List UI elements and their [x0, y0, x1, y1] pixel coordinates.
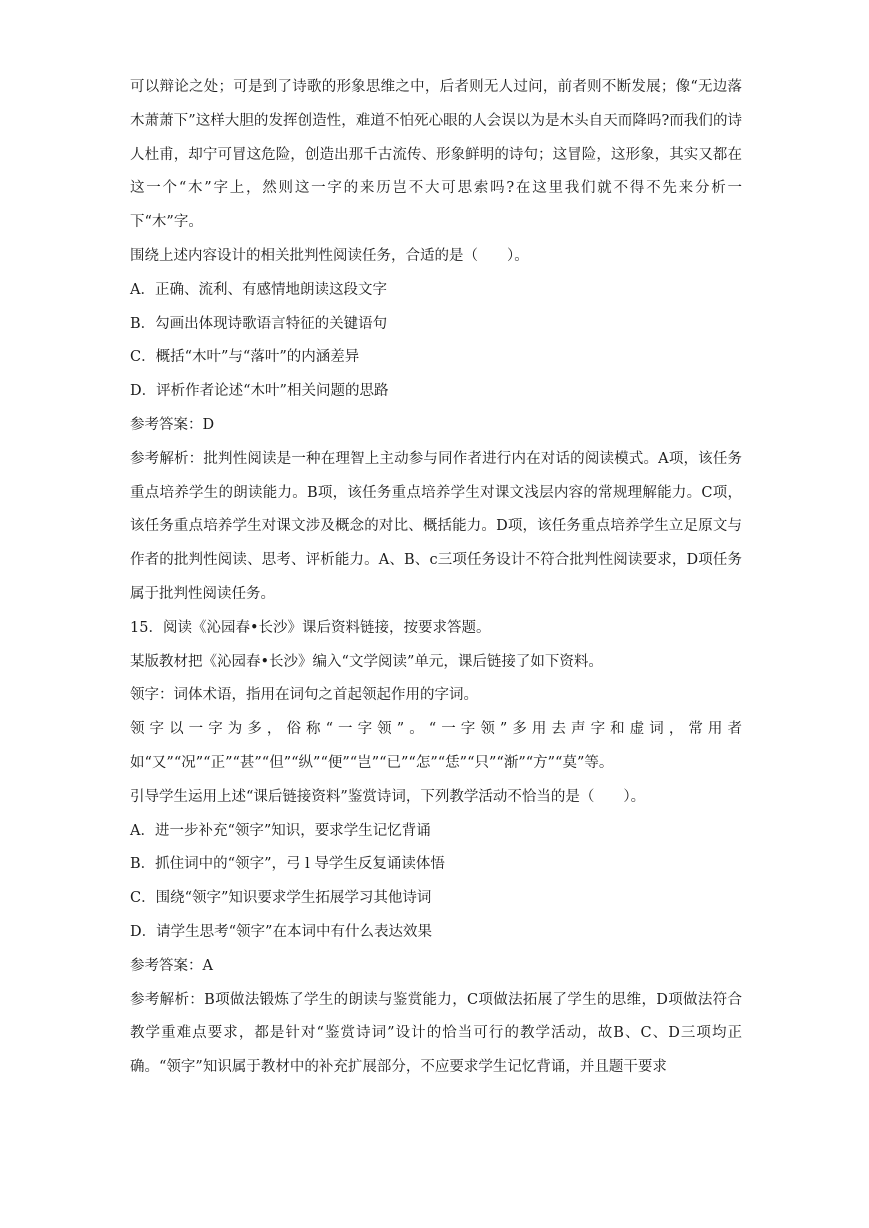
q15-analysis: 参考解析：B项做法锻炼了学生的朗读与鉴赏能力，C项做法拓展了学生的思维，D项做法符合教学重难点要求，都是针对“鉴赏诗词”设计的恰当可行的教学活动，故B、C、D三项均正确。“领字”知识属于教材中的补充扩展部分，不应要求学生记忆背诵，并且题干要求	[130, 991, 742, 1076]
q14-option-b: B．勾画出体现诗歌语言特征的关键语句	[130, 315, 388, 332]
q14-analysis: 参考解析：批判性阅读是一种在理智上主动参与同作者进行内在对话的阅读模式。A项，该任务重点培养学生的朗读能力。B项，该任务重点培养学生对课文浅层内容的常规理解能力。C项，该任务重点培养学生对课文涉及概念的对比、概括能力。D项，该任务重点培养学生立足原文与作者的批判性阅读、思考、评析能力。A、B、c三项任务设计不符合批判性阅读要求，D项任务属于批判性阅读任务。	[130, 450, 742, 602]
page-content	[130, 71, 742, 1085]
q15-title: 15．阅读《沁园春•长沙》课后资料链接，按要求答题。	[130, 619, 491, 636]
q15-option-c: C．围绕“领字”知识要求学生拓展学习其他诗词	[130, 890, 432, 907]
q14-option-d: D．评析作者论述“木叶”相关问题的思路	[130, 383, 389, 400]
q15-detail: 领字以一字为多，俗称“一字领”。“一字领”多用去声字和虚词，常用者如“又”“况”“正”“甚”“但”“纵”“便”“岂”“已”“怎”“恁”“只”“渐”“方”“莫”等。	[130, 721, 742, 771]
q14-option-a: A．正确、流利、有感情地朗读这段文字	[130, 281, 387, 298]
q14-option-c: C．概括“木叶”与“落叶”的内涵差异	[130, 349, 360, 366]
q15-option-b: B．抓住词中的“领字”，弓 l 导学生反复诵读体悟	[130, 856, 445, 873]
q15-option-d: D．请学生思考“领字”在本词中有什么表达效果	[130, 923, 432, 940]
q14-stem: 围绕上述内容设计的相关批判性阅读任务，合适的是（ ）。	[130, 247, 529, 264]
q15-definition: 领字：词体术语，指用在词句之首起领起作用的字词。	[130, 687, 478, 704]
q15-intro: 某版教材把《沁园春•长沙》编入“文学阅读”单元，课后链接了如下资料。	[130, 653, 603, 670]
q15-answer: 参考答案：A	[130, 957, 213, 974]
passage-text: 可以辩论之处；可是到了诗歌的形象思维之中，后者则无人过问，前者则不断发展；像“无边落木萧萧下”这样大胆的发挥创造性，难道不怕死心眼的人会误以为是木头自天而降吗?而我们的诗人杜甫，却宁可冒这危险，创造出那千古流传、形象鲜明的诗句；这冒险，这形象，其实又都在这一个“木”字上，然则这一字的来历岂不大可思索吗?在这里我们就不得不先来分析一下“木”字。	[130, 79, 742, 231]
q14-answer: 参考答案：D	[130, 416, 215, 433]
q15-option-a: A．进一步补充“领字”知识，要求学生记忆背诵	[130, 822, 431, 839]
q15-stem: 引导学生运用上述“课后链接资料”鉴赏诗词，下列教学活动不恰当的是（ ）。	[130, 788, 646, 805]
